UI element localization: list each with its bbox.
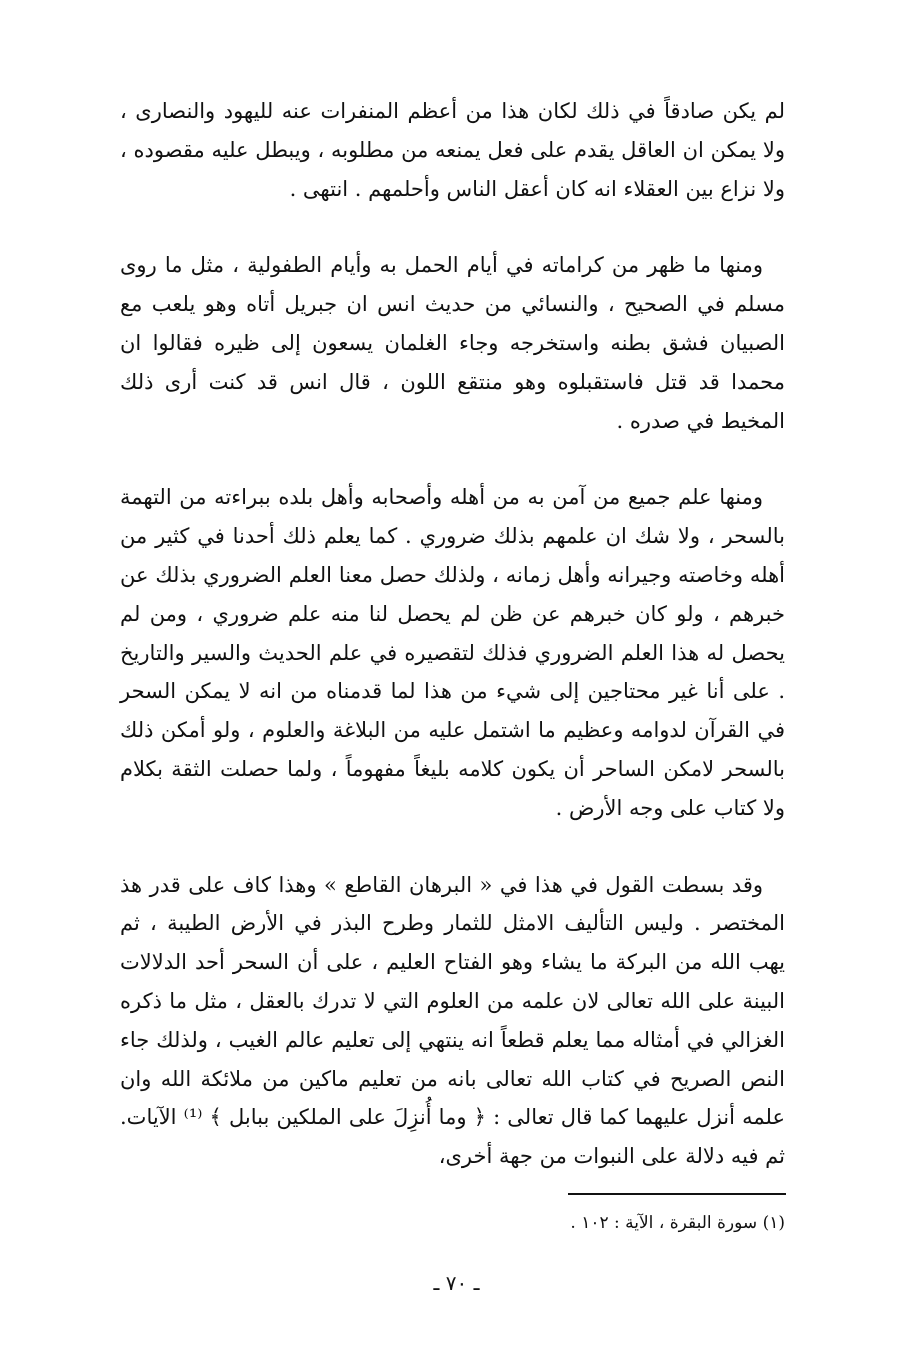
paragraph-3: ومنها علم جميع من آمن به من أهله وأصحابه وأهل بلده ببراءته من التهمة بالسحر ، ولا شك ان علمهم بذلك ضروري . كما يعلم ذلك أحدنا في كثير من أهله وخاصته وجيرانه وأهل زمانه ، ولذلك حصل معنا العلم الضروري بذلك عن خبرهم ، ولو كان خبرهم عن ظن لم يحصل لنا منه علم ضروري ، ومن لم يحصل له هذا العلم الضروري فذلك لتقصيره في علم الحديث والسير والتاريخ . على أنا غير محتاجين إلى شيء من هذا لما قدمناه من انه لا يمكن السحر في القرآن لدوامه وعظيم ما اشتمل عليه من البلاغة والعلوم ، ولو أمكن ذلك بالسحر لامكن الساحر أن يكون كلامه بليغاً مفهوماً ، ولما حصلت الثقة بكلام ولا كتاب على وجه الأرض . (120, 485, 785, 820)
body-text (120, 92, 785, 1214)
page-number: ـ ٧٠ ـ (433, 1271, 480, 1295)
paragraph-1: لم يكن صادقاً في ذلك لكان هذا من أعظم المنفرات عنه لليهود والنصارى ، ولا يمكن ان العاقل يقدم على فعل يمنعه من مطلوبه ، ويبطل عليه مقصوده ، ولا نزاع بين العقلاء انه كان أعقل الناس وأحلمهم . انتهى . (120, 99, 785, 201)
footnote-divider (568, 1193, 786, 1195)
footnote: (١) سورة البقرة ، الآية : ١٠٢ . (570, 1213, 785, 1233)
paragraph-2: ومنها ما ظهر من كراماته في أيام الحمل به وأيام الطفولية ، مثل ما روى مسلم في الصحيح ، والنسائي من حديث انس ان جبريل أتاه وهو يلعب مع الصبيان فشق بطنه واستخرجه وجاء الغلمان يسعون إلى ظيره فقالوا ان محمدا قد قتل فاستقبلوه وهو منتقع اللون ، قال انس قد كنت أرى ذلك المخيط في صدره . (120, 253, 785, 433)
paragraph-4: وقد بسطت القول في هذا في « البرهان القاطع » وهذا كاف على قدر هذ المختصر . وليس التأليف الامثل للثمار وطرح البذر في الأرض الطيبة ، ثم يهب الله من البركة ما يشاء وهو الفتاح العليم ، على أن السحر أحد الدلالات البينة على الله تعالى لان علمه من العلوم التي لا تدرك بالعقل ، مثل ما ذكره الغزالي في أمثاله مما يعلم قطعاً انه ينتهي إلى تعليم عالم الغيب ، ولذلك جاء النص الصريح في كتاب الله تعالى بانه من تعليم ماكين من ملائكة الله وان علمه أنزل عليهما كما قال تعالى : ﴿ وما أُنزِلَ على الملكين ببابل ﴾ ⁽¹⁾ الآيات. ثم فيه دلالة على النبوات من جهة أخرى، (120, 872, 785, 1169)
